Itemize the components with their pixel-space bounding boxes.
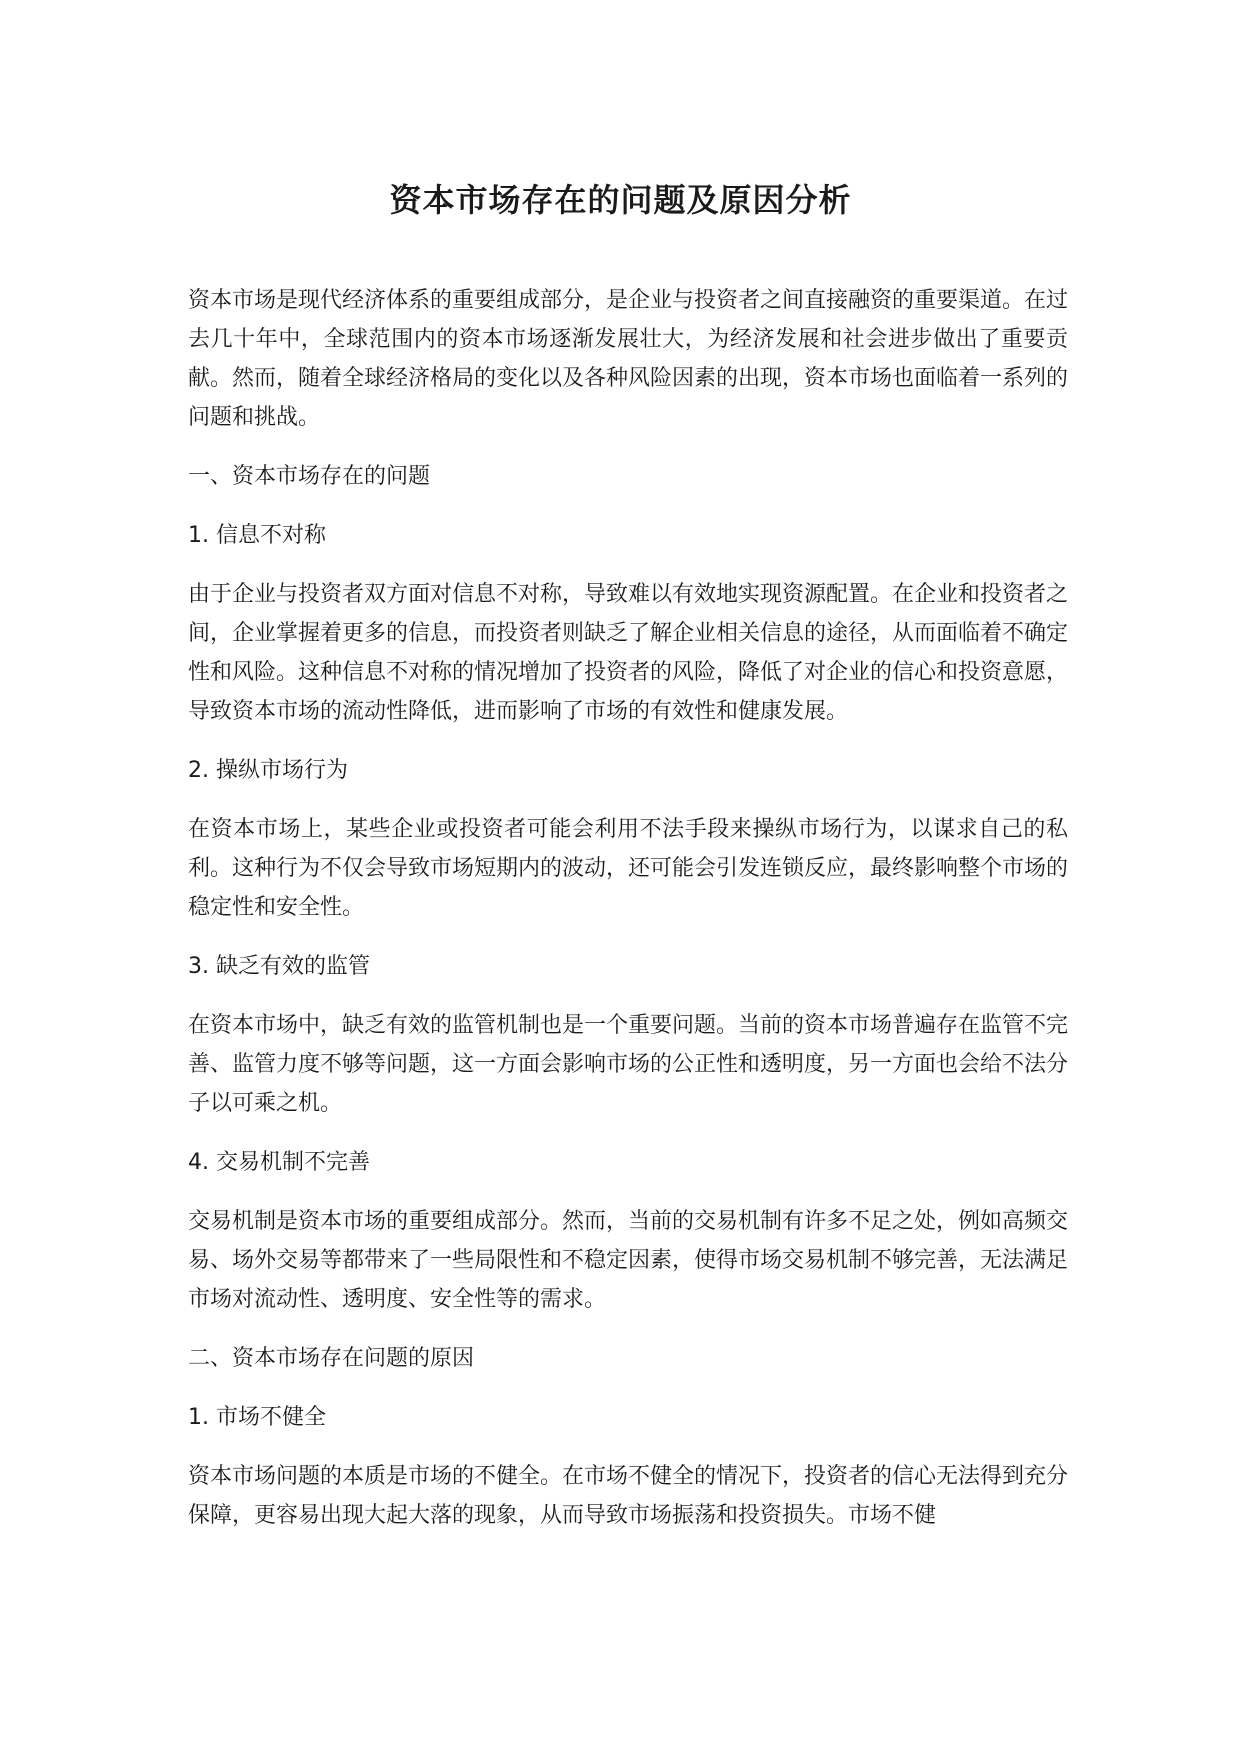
document-title: 资本市场存在的问题及原因分析 xyxy=(389,181,852,219)
subheading-market-manipulation: 2. 操纵市场行为 xyxy=(188,758,348,783)
subheading-imperfect-market: 1. 市场不健全 xyxy=(188,1405,326,1430)
document-body xyxy=(188,281,1068,1555)
paragraph-market-manipulation: 在资本市场上，某些企业或投资者可能会利用不法手段来操纵市场行为，以谋求自己的私利。这种行为不仅会导致市场短期内的波动，还可能会引发连锁反应，最终影响整个市场的稳定性和安全性。 xyxy=(188,817,1069,920)
paragraph-trading-mechanism: 交易机制是资本市场的重要组成部分。然而，当前的交易机制有许多不足之处，例如高频交易、场外交易等都带来了一些局限性和不稳定因素，使得市场交易机制不够完善，无法满足市场对流动性、透明度、安全性等的需求。 xyxy=(188,1209,1069,1312)
paragraph-lack-of-regulation: 在资本市场中，缺乏有效的监管机制也是一个重要问题。当前的资本市场普遍存在监管不完善、监管力度不够等问题，这一方面会影响市场的公正性和透明度，另一方面也会给不法分子以可乘之机。 xyxy=(188,1013,1069,1116)
subheading-information-asymmetry: 1. 信息不对称 xyxy=(188,523,326,548)
section-heading-causes: 二、资本市场存在问题的原因 xyxy=(188,1346,475,1371)
paragraph-information-asymmetry: 由于企业与投资者双方面对信息不对称，导致难以有效地实现资源配置。在企业和投资者之间，企业掌握着更多的信息，而投资者则缺乏了解企业相关信息的途径，从而面临着不确定性和风险。这种信息不对称的情况增加了投资者的风险，降低了对企业的信心和投资意愿，导致资本市场的流动性降低，进而影响了市场的有效性和健康发展。 xyxy=(188,582,1069,724)
section-heading-problems: 一、资本市场存在的问题 xyxy=(188,464,431,489)
intro-paragraph: 资本市场是现代经济体系的重要组成部分，是企业与投资者之间直接融资的重要渠道。在过去几十年中，全球范围内的资本市场逐渐发展壮大，为经济发展和社会进步做出了重要贡献。然而，随着全球经济格局的变化以及各种风险因素的出现，资本市场也面临着一系列的问题和挑战。 xyxy=(188,288,1069,430)
paragraph-imperfect-market: 资本市场问题的本质是市场的不健全。在市场不健全的情况下，投资者的信心无法得到充分保障，更容易出现大起大落的现象，从而导致市场振荡和投资损失。市场不健 xyxy=(188,1464,1069,1528)
subheading-trading-mechanism: 4. 交易机制不完善 xyxy=(188,1150,370,1175)
subheading-lack-of-regulation: 3. 缺乏有效的监管 xyxy=(188,954,370,979)
